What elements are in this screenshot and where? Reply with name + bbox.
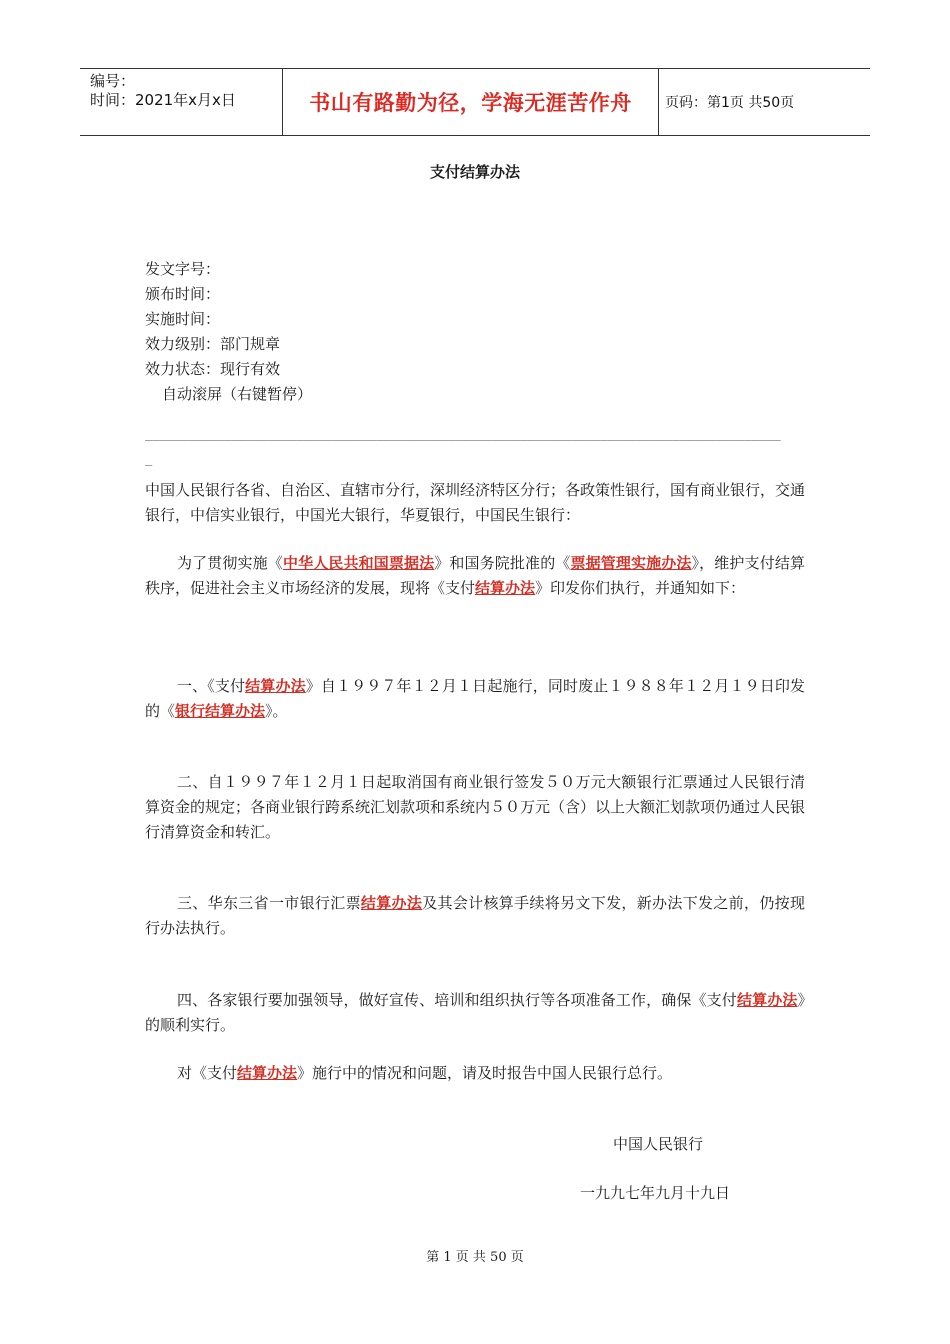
header-page-info: 页码：第1页 共50页	[665, 95, 795, 111]
separator-rule: ________________________________________________________________________________________	[145, 427, 781, 441]
header-left-cell	[90, 72, 236, 110]
link-bill-law[interactable]: 中华人民共和国票据法	[282, 554, 435, 572]
time-label: 时间：2021年x月x日	[90, 91, 236, 109]
item-4-text-2: 》的顺利实行。	[145, 991, 805, 1034]
number-label: 编号：	[90, 72, 136, 90]
closing-text-1: 对《支付	[177, 1064, 238, 1082]
effective-date-field: 实施时间：	[145, 310, 221, 328]
doc-number-field: 发文字号：	[145, 260, 221, 278]
link-settlement-measures[interactable]: 结算办法	[245, 677, 306, 695]
link-settlement-measures[interactable]: 结算办法	[736, 991, 798, 1009]
closing-paragraph	[145, 1061, 805, 1086]
intro-paragraph	[145, 551, 805, 601]
header-motto: 书山有路勤为径，学海无涯苦作舟	[309, 90, 632, 115]
document-meta	[145, 257, 312, 407]
signature-date: 一九九七年九月十九日	[580, 1184, 731, 1202]
item-1-text-2: 》自１９９７年１２月１日起施行，同时废止１９８８年１２月１９日印发的《	[145, 677, 805, 720]
item-3-paragraph	[145, 891, 805, 941]
link-bank-settlement-measures[interactable]: 银行结算办法	[175, 702, 266, 720]
status-field: 效力状态：现行有效	[145, 360, 281, 378]
item-1-text-1: 一、《支付	[177, 677, 246, 695]
page-footer: 第 1 页 共 50 页	[426, 1250, 524, 1265]
item-2-paragraph: 二、自１９９７年１２月１日起取消国有商业银行签发５０万元大额银行汇票通过人民银行清算资金的规定；各商业银行跨系统汇划款项和系统内５０万元（含）以上大额汇划款项仍通过人民银行清算资金和转汇。	[145, 773, 806, 841]
header-divider-right	[658, 69, 659, 135]
closing-text-2: 》施行中的情况和问题，请及时报告中国人民银行总行。	[297, 1064, 673, 1082]
link-bill-management[interactable]: 票据管理实施办法	[570, 554, 692, 572]
intro-text-1: 为了贯彻实施《	[177, 554, 283, 572]
level-field: 效力级别：部门规章	[145, 335, 281, 353]
header-table	[80, 68, 870, 136]
item-4-paragraph	[145, 988, 805, 1038]
item-1-paragraph	[145, 674, 805, 724]
addressees-paragraph: 中国人民银行各省、自治区、直辖市分行，深圳经济特区分行；各政策性银行，国有商业银行，交通银行，中信实业银行，中国光大银行，华夏银行，中国民生银行：	[145, 481, 806, 524]
item-1-text-3: 》。	[265, 702, 288, 720]
item-4-text-1: 四、各家银行要加强领导，做好宣传、培训和组织执行等各项准备工作，确保《支付	[177, 991, 737, 1009]
item-3-text-1: 三、华东三省一市银行汇票	[177, 894, 361, 912]
signature-org: 中国人民银行	[613, 1135, 704, 1153]
link-settlement-measures[interactable]: 结算办法	[475, 579, 536, 597]
separator-rule-tail: _	[145, 452, 153, 466]
intro-text-2: 》和国务院批准的《	[434, 554, 571, 572]
link-settlement-measures[interactable]: 结算办法	[237, 1064, 298, 1082]
scroll-hint[interactable]: 自动滚屏（右键暂停）	[162, 385, 313, 403]
item-3-text-2: 及其会计核算手续将另文下发，新办法下发之前，仍按现行办法执行。	[145, 894, 805, 937]
link-settlement-measures[interactable]: 结算办法	[360, 894, 423, 912]
intro-text-3: 》，维护支付结算秩序，促进社会主义市场经济的发展，现将《支付	[145, 554, 805, 597]
intro-text-4: 》印发你们执行，并通知如下：	[535, 579, 746, 597]
document-title: 支付结算办法	[429, 163, 520, 181]
issue-date-field: 颁布时间：	[145, 285, 221, 303]
